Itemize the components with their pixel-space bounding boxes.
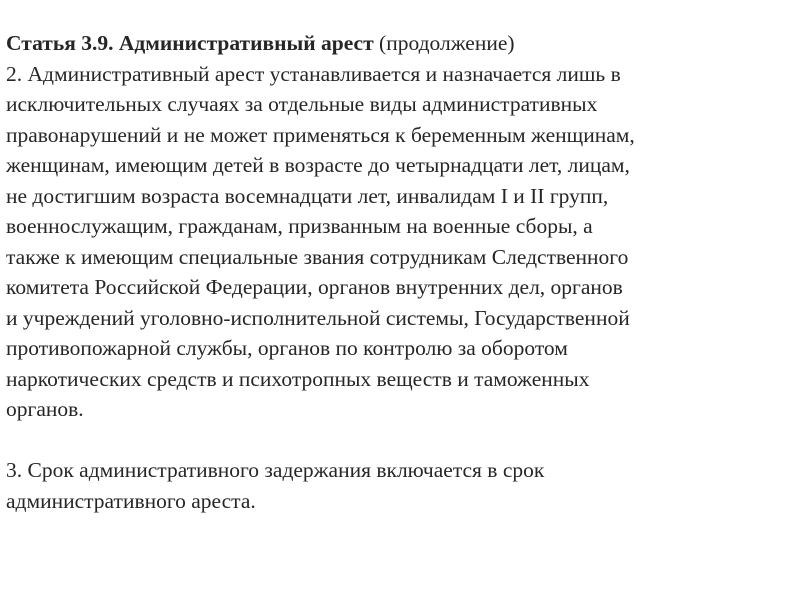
- paragraph-2-line: исключительных случаях за отдельные виды административных: [6, 92, 598, 116]
- article-heading: [6, 28, 796, 59]
- paragraph-2-line: противопожарной службы, органов по контролю за оборотом: [6, 336, 568, 360]
- paragraph-2-line: комитета Российской Федерации, органов внутренних дел, органов: [6, 275, 623, 299]
- paragraph-3-line: 3. Срок административного задержания включается в срок: [6, 458, 545, 482]
- paragraph-2-line: органов.: [6, 397, 84, 421]
- paragraph-2-line: наркотических средств и психотропных веществ и таможенных: [6, 366, 590, 391]
- article-heading-note: (продолжение): [373, 31, 515, 55]
- article-text: [6, 28, 796, 516]
- paragraph-2-line: правонарушений и не может применяться к беременным женщинам,: [6, 122, 635, 147]
- paragraph-2-line: и учреждений уголовно-исполнительной системы, Государственной: [6, 305, 630, 330]
- paragraph-2-line: не достигшим возраста восемнадцати лет, инвалидам I и II групп,: [6, 183, 609, 208]
- paragraph-gap: [6, 425, 796, 456]
- paragraph-2-line: также к имеющим специальные звания сотрудникам Следственного: [6, 244, 629, 269]
- article-heading-bold: Статья 3.9. Административный арест: [6, 31, 374, 55]
- paragraph-2-line: 2. Административный арест устанавливается и назначается лишь в: [6, 61, 621, 86]
- paragraph-2-line: военнослужащим, гражданам, призванным на военные сборы, а: [6, 214, 593, 238]
- paragraph-3-line: административного ареста.: [6, 488, 256, 513]
- paragraph-2-line: женщинам, имеющим детей в возрасте до четырнадцати лет, лицам,: [6, 153, 630, 177]
